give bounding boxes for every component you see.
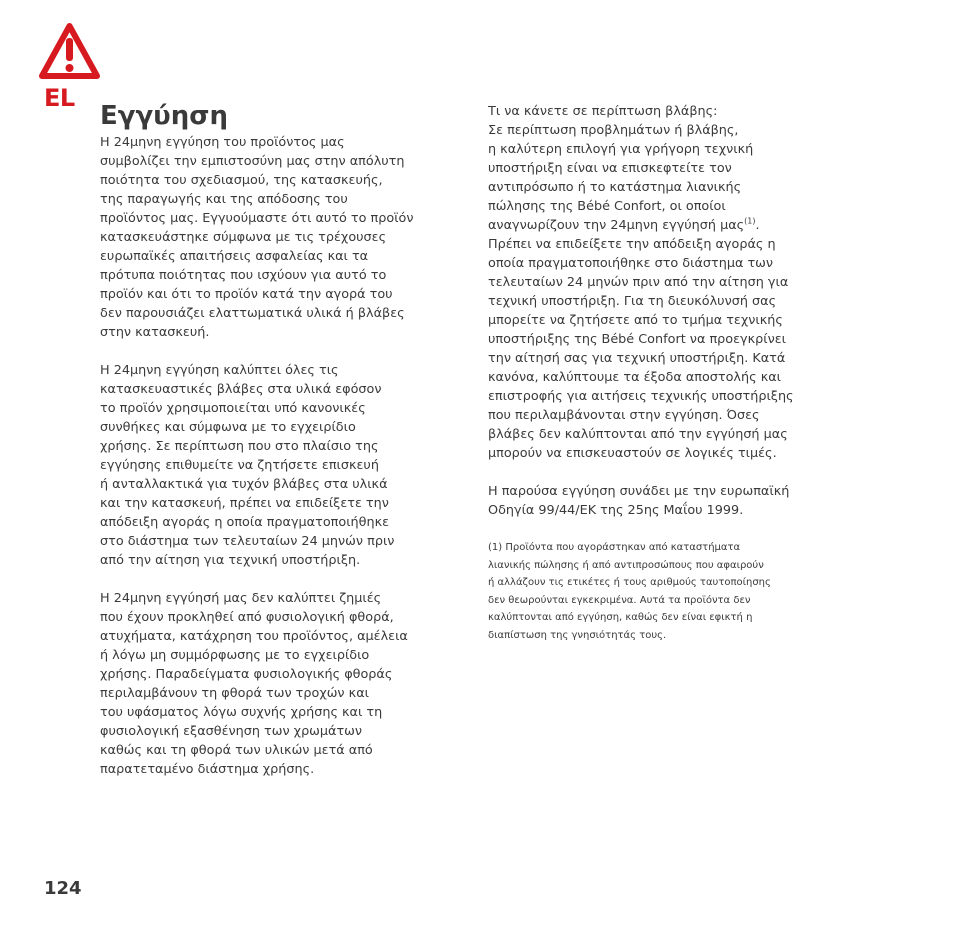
language-code: EL (44, 84, 75, 112)
page-title: Εγγύηση (100, 101, 229, 131)
warning-triangle-icon (38, 22, 101, 82)
warranty-exclusions-paragraph: Η 24μηνη εγγύησή μας δεν καλύπτει ζημιές που έχουν προκληθεί από φυσιολογική φθορά, ατυχήματα, κατάχρηση του προϊόντος, αμέλεια ή λόγω μη συμμόρφωσης με το εγχειρίδιο χρήσης. Παραδείγματα φυσιολογικής φθοράς περιλαμβάνουν τη φθορά των τροχών και του υφάσματος λόγω συχνής χρήσης και τη φυσιολογική εξασθένηση των χρωμάτων καθώς και τη φθορά των υλικών μετά από παρατεταμένο διάστημα χρήσης. (100, 591, 408, 777)
defect-procedure-text-start: Τι να κάνετε σε περίπτωση βλάβης: Σε περίπτωση προβλημάτων ή βλάβης, η καλύτερη επιλογή για γρήγορη τεχνική υποστήριξη είναι να επισκεφτείτε τον αντιπρόσωπο ή το κατάστημα λιανικής πώλησης της Bébé Confort, οι οποίοι αναγνωρίζουν την 24μηνη εγγύησή μας (488, 104, 754, 233)
right-column (488, 102, 853, 644)
warranty-coverage-paragraph: Η 24μηνη εγγύηση καλύπτει όλες τις κατασκευαστικές βλάβες στα υλικά εφόσον το προϊόν χρησιμοποιείται υπό κανονικές συνθήκες και σύμφωνα με το εγχειρίδιο χρήσης. Σε περίπτωση που στο πλαίσιο της εγγύησης επιθυμείτε να ζητήσετε επισκευή ή ανταλλακτικά για τυχόν βλάβες στα υλικά και την κατασκευή, πρέπει να επιδείξετε την απόδειξη αγοράς η οποία πραγματοποιήθηκε στο διάστημα των τελευταίων 24 μηνών πριν από την αίτηση για τεχνική υποστήριξη. (100, 363, 395, 568)
defect-procedure-text-end: . Πρέπει να επιδείξετε την απόδειξη αγοράς η οποία πραγματοποιήθηκε στο διάστημα των τελευταίων 24 μηνών πριν από την αίτηση για τεχνική υποστήριξη. Για τη διευκόλυνσή σας μπορείτε να ζητήσετε από το τμήμα τεχνικής υποστήριξης της Bébé Confort να προεγκρίνει την αίτησή σας για τεχνική υποστήριξη. Κατά κανόνα, καλύπτουμε τα έξοδα αποστολής και επιστροφής για αιτήσεις τεχνικής υποστήριξης που περιλαμβάνονται στην εγγύηση. Όσες βλάβες δεν καλύπτονται από την εγγύησή μας μπορούν να επισκευαστούν σε λογικές τιμές. (488, 218, 794, 461)
directive-paragraph: Η παρούσα εγγύηση συνάδει με την ευρωπαϊκή Οδηγία 99/44/ΕΚ της 25ης Μαΐου 1999. (488, 484, 790, 518)
footnote: (1) Προϊόντα που αγοράστηκαν από καταστήματα λιανικής πώλησης ή από αντιπροσώπους που αφαιρούν ή αλλάζουν τις ετικέτες ή τους αριθμούς ταυτοποίησης δεν θεωρούνται εγκεκριμένα. Αυτά τα προϊόντα δεν καλύπτονται από εγγύηση, καθώς δεν είναι εφικτή η διαπίστωση της γνησιότητάς τους. (488, 542, 771, 641)
left-column (100, 133, 465, 798)
warranty-intro-paragraph: Η 24μηνη εγγύηση του προϊόντος μας συμβολίζει την εμπιστοσύνη μας στην απόλυτη ποιότητα του σχεδιασμού, της κατασκευής, της παραγωγής και της απόδοσης του προϊόντος μας. Εγγυούμαστε ότι αυτό το προϊόν κατασκευάστηκε σύμφωνα με τις τρέχουσες ευρωπαϊκές απαιτήσεις ασφαλείας και τα πρότυπα ποιότητας που ισχύουν για αυτό το προϊόν και ότι το προϊόν κατά την αγορά του δεν παρουσιάζει ελαττωματικά υλικά ή βλάβες στην κατασκευή. (100, 135, 414, 340)
defect-procedure-paragraph (488, 102, 853, 463)
page-number: 124 (44, 878, 82, 899)
footnote-reference: (1) (744, 216, 756, 226)
